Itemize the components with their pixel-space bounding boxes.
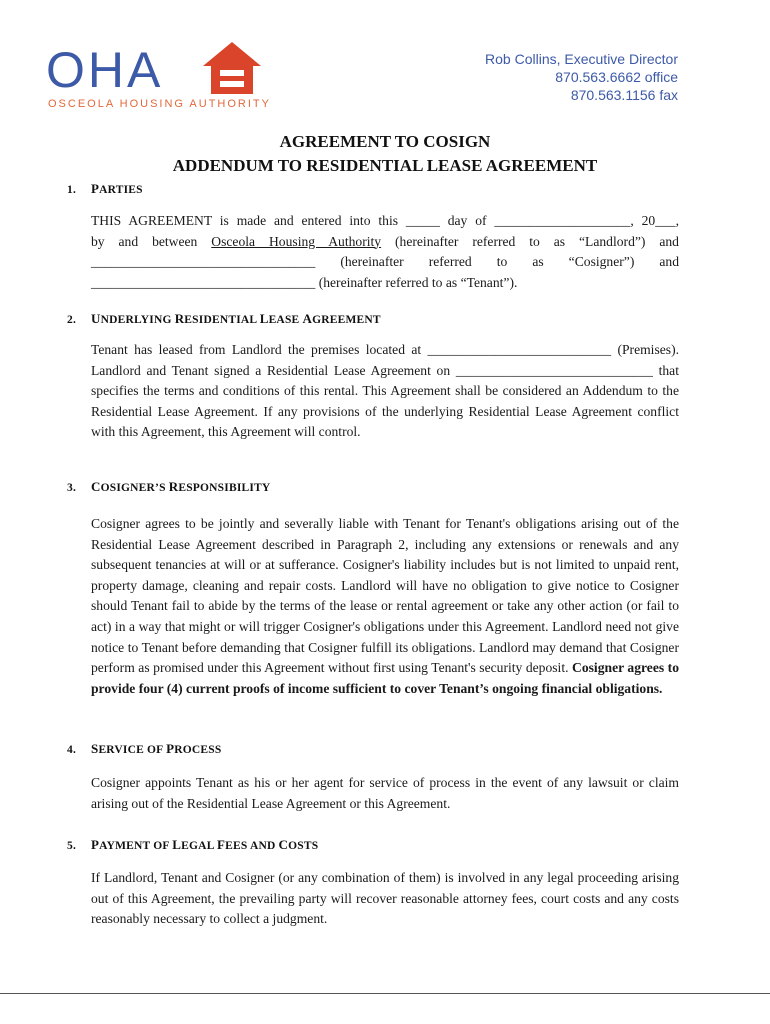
contact-fax: 870.563.1156 fax	[570, 87, 678, 103]
underlying-lease-paragraph: Tenant has leased from Landlord the premises located at ___________________________ (Premises). Landlord and Tenant signed a Residential Lease Agreement on _____________________________ that specifies the terms and conditions of this rental. This Agreement shall be considered an Addendum to the Residential Lease Agreement. If any provisions of the underlying Residential Lease Agreement conflict with this Agreement, this Agreement will control.	[91, 342, 679, 440]
page-footer-rule	[0, 993, 770, 994]
landlord-name: Osceola Housing Authority	[211, 233, 382, 249]
section-heading-underlying-lease: 2. UNDERLYING RESIDENTIAL LEASE AGREEMENT	[67, 311, 381, 326]
section-heading-cosigner-responsibility: 3. COSIGNER’S RESPONSIBILITY	[67, 479, 271, 494]
logo-letters: OHA	[46, 42, 164, 98]
cosigner-responsibility-paragraph: Cosigner agrees to be jointly and severally liable with Tenant for Tenant's obligations arising out of the Residential Lease Agreement described in Paragraph 2, including any extensions or renewals and any subsequent tenancies at will or at sufferance. Cosigner's liability includes but is not limited to unpaid rent, property damage, cleaning and repair costs. Landlord will have no obligation to give notice to Cosigner should Tenant fail to abide by the terms of the lease or rental agreement or take any other action (or fail to act) in a way that might or will trigger Cosigner's obligations under this Agreement. Landlord need not give notice to Tenant before demanding that Cosigner fulfill its obligations. Landlord may demand that Cosigner perform as promised under this Agreement without first using Tenant's security deposit. Cosigner agrees to provide four (4) current proofs of income sufficient to cover Tenant’s ongoing financial obligations.	[91, 516, 679, 696]
document-title: AGREEMENT TO COSIGN	[279, 132, 491, 151]
equal-housing-house-icon	[201, 40, 263, 96]
parties-paragraph	[91, 211, 679, 293]
parties-line-2: by and between Osceola Housing Authority (hereinafter referred to as “Landlord”) and	[91, 233, 679, 249]
parties-line-4: _________________________________ (hereinafter referred to as “Tenant”).	[91, 274, 518, 290]
section-heading-service-of-process: 4. SERVICE OF PROCESS	[67, 741, 222, 756]
section-heading-legal-fees: 5. PAYMENT OF LEGAL FEES AND COSTS	[67, 837, 319, 852]
service-of-process-paragraph: Cosigner appoints Tenant as his or her agent for service of process in the event of any lawsuit or claim arising out of the Residential Lease Agreement or this Agreement.	[91, 775, 679, 811]
contact-block	[485, 50, 678, 104]
contact-office-phone: 870.563.6662 office	[555, 69, 678, 85]
parties-line-3: _________________________________ (hereinafter referred to as “Cosigner”) and	[91, 254, 679, 270]
parties-line-1: THIS AGREEMENT is made and entered into this _____ day of ____________________, 20___,	[91, 213, 679, 228]
oha-logo	[46, 40, 286, 116]
contact-name: Rob Collins, Executive Director	[485, 51, 678, 67]
legal-fees-paragraph: If Landlord, Tenant and Cosigner (or any combination of them) is involved in any legal proceeding arising out of this Agreement, the prevailing party will recover reasonable attorney fees, court costs and any costs reasonably necessary to collect a judgment.	[91, 870, 679, 927]
section-heading-parties: 1. PARTIES	[67, 181, 143, 196]
proof-of-income-clause: Cosigner agrees to provide four (4) current proofs of income sufficient to cover Tenant’s ongoing financial obligations.	[91, 660, 679, 696]
logo-subtitle: OSCEOLA HOUSING AUTHORITY	[48, 98, 271, 110]
document-subtitle: ADDENDUM TO RESIDENTIAL LEASE AGREEMENT	[172, 156, 598, 175]
